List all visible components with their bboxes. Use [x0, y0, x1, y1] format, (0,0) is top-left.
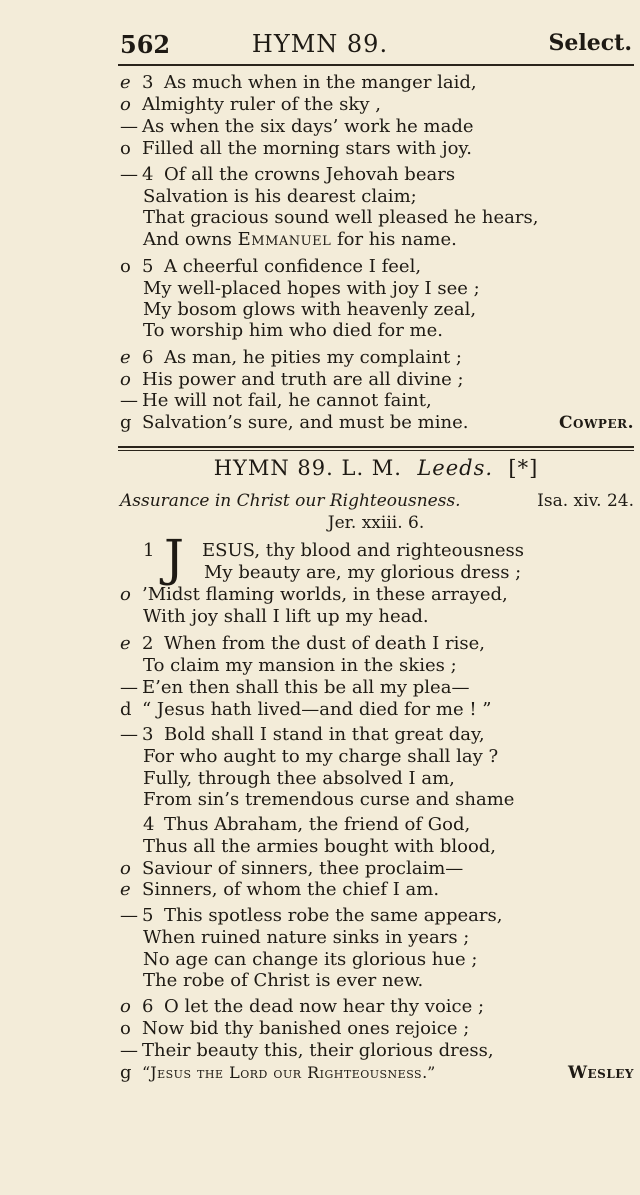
verse-text: He will not fail, he cannot faint,: [142, 390, 432, 411]
stanza-number: 1: [143, 540, 155, 561]
verse-text: ’Midst flaming worlds, in these arrayed,: [142, 584, 508, 605]
verse-line: [0, 724, 640, 746]
stanza-number: 4: [142, 164, 154, 185]
verse-line: [0, 879, 640, 901]
dynamic-mark: —: [120, 390, 138, 411]
hymn-subtitle: Assurance in Christ our Righteousness.: [120, 491, 461, 511]
verse-line: [0, 164, 640, 186]
verse-line: [0, 584, 640, 606]
verse-line: [0, 789, 640, 811]
verse-line: [0, 927, 640, 949]
verse-text: Salvation’s sure, and must be mine.: [142, 412, 469, 433]
stanza-number: 6: [142, 996, 154, 1017]
dynamic-mark: o: [120, 256, 131, 277]
verse-text: My beauty are, my glorious dress ;: [204, 562, 522, 583]
verse-line: [0, 836, 640, 858]
scripture-reference: Jer. xxiii. 6.: [327, 513, 425, 533]
verse-text: The robe of Christ is ever new.: [143, 970, 424, 991]
verse-text: Saviour of sinners, thee proclaim—: [142, 858, 464, 879]
verse-text: No age can change its glorious hue ;: [143, 949, 478, 970]
verse-text: Of all the crowns Jehovah bears: [164, 164, 456, 185]
dynamic-mark: o: [120, 584, 131, 605]
verse-line: [0, 858, 640, 880]
verse-line: [0, 699, 640, 721]
stanza-number: 3: [142, 724, 154, 745]
verse-text: From sin’s tremendous curse and shame: [143, 789, 515, 810]
verse-line: [0, 677, 640, 699]
dynamic-mark: e: [120, 72, 131, 93]
verse-line: [0, 768, 640, 790]
verse-line: [0, 299, 640, 321]
verse-line: [0, 1040, 640, 1062]
verse-text: His power and truth are all divine ;: [142, 369, 464, 390]
verse-line: [0, 814, 640, 836]
verse-text: E’en then shall this be all my plea—: [142, 677, 470, 698]
verse-text: To claim my mansion in the skies ;: [143, 655, 457, 676]
stanza-number: 4: [143, 814, 155, 835]
verse-text: As much when in the manger laid,: [164, 72, 477, 93]
verse-line: [0, 633, 640, 655]
verse-text: “ Jesus hath lived—and died for me ! ”: [142, 699, 492, 720]
dynamic-mark: o: [120, 138, 131, 159]
verse-text: And owns Emmanuel for his name.: [143, 229, 457, 250]
dynamic-mark: —: [120, 905, 138, 926]
verse-text: Sinners, of whom the chief I am.: [142, 879, 440, 900]
verse-text: ESUS, thy blood and righteousness: [202, 540, 525, 561]
verse-line: [0, 320, 640, 342]
verse-line: [0, 949, 640, 971]
verse-line: [0, 116, 640, 138]
verse-line: [0, 138, 640, 160]
verse-text: “Jesus the Lord our Righteousness.”: [142, 1063, 436, 1082]
verse-text: Almighty ruler of the sky ,: [142, 94, 381, 115]
verse-line: [0, 746, 640, 768]
verse-text: Thus all the armies bought with blood,: [143, 836, 497, 857]
verse-line: [0, 72, 640, 94]
drop-cap: J: [164, 529, 185, 587]
running-title: HYMN 89.: [251, 30, 389, 58]
scripture-reference: Isa. xiv. 24.: [537, 491, 634, 511]
verse-line: [0, 1018, 640, 1040]
verse-text: This spotless robe the same appears,: [164, 905, 503, 926]
verse-line: [0, 970, 640, 992]
page-number: 562: [120, 30, 171, 59]
dynamic-mark: —: [120, 677, 138, 698]
verse-text: Salvation is his dearest claim;: [143, 186, 417, 207]
verse-line: [0, 229, 640, 251]
section-label: Select.: [548, 30, 632, 56]
tune-name: Leeds.: [417, 456, 494, 480]
verse-text: To worship him who died for me.: [143, 320, 443, 341]
dynamic-mark: o: [120, 858, 131, 879]
verse-line: [0, 369, 640, 391]
verse-text: For who aught to my charge shall lay ?: [143, 746, 499, 767]
dynamic-mark: —: [120, 164, 138, 185]
verse-text: Filled all the morning stars with joy.: [142, 138, 472, 159]
verse-line: [0, 256, 640, 278]
verse-text: Bold shall I stand in that great day,: [164, 724, 485, 745]
verse-text: A cheerful confidence I feel,: [164, 256, 422, 277]
verse-line: [0, 94, 640, 116]
dynamic-mark: o: [120, 996, 131, 1017]
dynamic-mark: o: [120, 369, 131, 390]
verse-line: [0, 562, 640, 584]
dynamic-mark: g: [120, 412, 132, 433]
dynamic-mark: e: [120, 347, 131, 368]
section-divider: [118, 446, 634, 448]
verse-line: [0, 540, 640, 562]
tune-mark: [*]: [508, 456, 539, 480]
verse-text: O let the dead now hear thy voice ;: [164, 996, 485, 1017]
dynamic-mark: e: [120, 879, 131, 900]
stanza-number: 2: [142, 633, 154, 654]
dynamic-mark: g: [120, 1062, 132, 1083]
stanza-number: 5: [142, 256, 154, 277]
hymn-heading: [118, 456, 634, 480]
section-divider-thin: [118, 450, 634, 451]
verse-text: With joy shall I lift up my head.: [143, 606, 429, 627]
stanza-number: 6: [142, 347, 154, 368]
verse-text: Their beauty this, their glorious dress,: [142, 1040, 494, 1061]
page-header: [0, 26, 640, 62]
dynamic-mark: d: [120, 699, 132, 720]
dynamic-mark: o: [120, 1018, 131, 1039]
verse-text: That gracious sound well pleased he hears,: [143, 207, 539, 228]
verse-line: [0, 606, 640, 628]
dynamic-mark: —: [120, 1040, 138, 1061]
hymn-title: HYMN 89. L. M.: [213, 456, 402, 480]
verse-line: [0, 1062, 640, 1084]
verse-line: [0, 347, 640, 369]
verse-text: As man, he pities my complaint ;: [164, 347, 462, 368]
verse-line: [0, 390, 640, 412]
stanza-number: 3: [142, 72, 154, 93]
dynamic-mark: —: [120, 116, 138, 137]
dynamic-mark: —: [120, 724, 138, 745]
dynamic-mark: e: [120, 633, 131, 654]
author-attribution: Cowper.: [558, 413, 634, 433]
verse-text: My well-placed hopes with joy I see ;: [143, 278, 480, 299]
verse-text: When ruined nature sinks in years ;: [143, 927, 470, 948]
dynamic-mark: o: [120, 94, 131, 115]
author-attribution: Wesley: [567, 1063, 634, 1083]
verse-text: Fully, through thee absolved I am,: [143, 768, 455, 789]
verse-line: [0, 412, 640, 434]
verse-text: Now bid thy banished ones rejoice ;: [142, 1018, 470, 1039]
verse-text: As when the six days’ work he made: [142, 116, 474, 137]
verse-text: Thus Abraham, the friend of God,: [164, 814, 471, 835]
header-rule: [118, 64, 634, 66]
verse-text: My bosom glows with heavenly zeal,: [143, 299, 477, 320]
verse-line: [0, 278, 640, 300]
verse-line: [0, 996, 640, 1018]
verse-line: [0, 207, 640, 229]
verse-line: [0, 905, 640, 927]
verse-line: [0, 186, 640, 208]
verse-line: [0, 655, 640, 677]
verse-text: When from the dust of death I rise,: [164, 633, 485, 654]
stanza-number: 5: [142, 905, 154, 926]
